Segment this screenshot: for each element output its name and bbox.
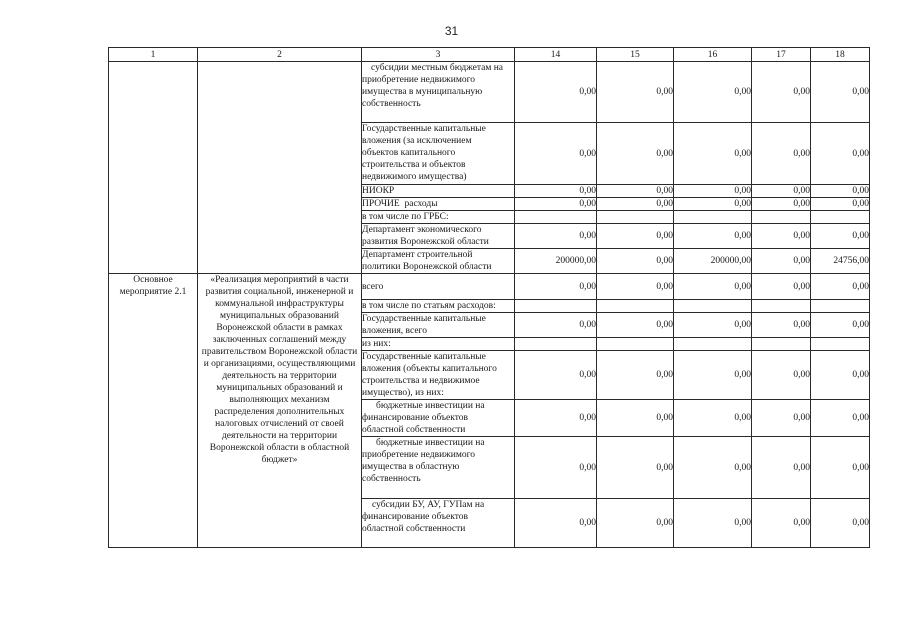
value-col-17: 0,00	[752, 249, 811, 274]
row-label: Государственные капитальные вложения (за исключением объектов капитального строительства и объектов недвижимого имущества)	[362, 123, 515, 185]
value-col-16: 0,00	[674, 185, 752, 198]
empty-cell	[515, 300, 597, 313]
value-col-18: 0,00	[811, 224, 870, 249]
value-col-17: 0,00	[752, 400, 811, 437]
value-col-16: 0,00	[674, 313, 752, 338]
row-label: Департамент строительной политики Воронежской области	[362, 249, 515, 274]
value-col-14: 0,00	[515, 351, 597, 400]
value-col-15: 0,00	[597, 224, 674, 249]
value-col-18: 0,00	[811, 400, 870, 437]
value-col-16: 0,00	[674, 437, 752, 499]
header-row	[109, 48, 870, 62]
row-label: бюджетные инвестиции на финансирование объектов областной собственности	[362, 400, 515, 437]
value-col-18: 0,00	[811, 123, 870, 185]
empty-cell	[597, 300, 674, 313]
empty-cell	[515, 338, 597, 351]
value-col-17: 0,00	[752, 62, 811, 123]
empty-cell	[811, 211, 870, 224]
row-label: Департамент экономического развития Воронежской области	[362, 224, 515, 249]
row-label: бюджетные инвестиции на приобретение недвижимого имущества в областную собственность	[362, 437, 515, 499]
value-col-18: 0,00	[811, 437, 870, 499]
empty-cell	[515, 211, 597, 224]
value-col-14: 0,00	[515, 400, 597, 437]
row-label: НИОКР	[362, 185, 515, 198]
value-col-18: 0,00	[811, 198, 870, 211]
value-col-16: 0,00	[674, 400, 752, 437]
header-col-3: 3	[362, 48, 515, 62]
value-col-17: 0,00	[752, 274, 811, 300]
empty-cell	[811, 300, 870, 313]
row-label: Государственные капитальные вложения (объекты капитального строительства и недвижимое имущество), из них:	[362, 351, 515, 400]
value-col-15: 0,00	[597, 437, 674, 499]
empty-cell	[597, 338, 674, 351]
value-col-15: 0,00	[597, 313, 674, 338]
value-col-14: 0,00	[515, 313, 597, 338]
header-col-2: 2	[198, 48, 362, 62]
empty-cell	[811, 338, 870, 351]
value-col-14: 200000,00	[515, 249, 597, 274]
value-col-14: 0,00	[515, 62, 597, 123]
value-col-17: 0,00	[752, 351, 811, 400]
page-number: 31	[444, 24, 459, 38]
main-event-name: «Реализация мероприятий в части развития социальной, инженерной и коммунальной инфраструктуры муниципальных образований Воронежской области в рамках заключенных соглашений между правительством Воронежской области и организациями, осуществляющими деятельность на территории муниципальных образований и выполняющих механизм распределения дополнительных налоговых отчислений от своей деятельности на территории Воронежской области в областной бюджет»	[198, 274, 362, 548]
empty-cell	[597, 211, 674, 224]
value-col-17: 0,00	[752, 123, 811, 185]
row-label: Государственные капитальные вложения, всего	[362, 313, 515, 338]
value-col-16: 0,00	[674, 499, 752, 548]
row-label: в том числе по статьям расходов:	[362, 300, 515, 313]
row-label: всего	[362, 274, 515, 300]
row-label: субсидии местным бюджетам на приобретение недвижимого имущества в муниципальную собственность	[362, 62, 515, 123]
budget-table	[108, 47, 870, 548]
value-col-17: 0,00	[752, 198, 811, 211]
value-col-14: 0,00	[515, 499, 597, 548]
value-col-15: 0,00	[597, 274, 674, 300]
row-label: в том числе по ГРБС:	[362, 211, 515, 224]
value-col-16: 200000,00	[674, 249, 752, 274]
value-col-18: 24756,00	[811, 249, 870, 274]
header-col-15: 15	[597, 48, 674, 62]
main-event-code: Основное мероприятие 2.1	[109, 274, 198, 548]
value-col-16: 0,00	[674, 123, 752, 185]
value-col-18: 0,00	[811, 185, 870, 198]
value-col-14: 0,00	[515, 274, 597, 300]
value-col-16: 0,00	[674, 198, 752, 211]
continued-cell-col-1	[109, 62, 198, 274]
header-col-17: 17	[752, 48, 811, 62]
value-col-18: 0,00	[811, 62, 870, 123]
value-col-16: 0,00	[674, 351, 752, 400]
value-col-16: 0,00	[674, 224, 752, 249]
table-row	[109, 274, 870, 300]
value-col-18: 0,00	[811, 351, 870, 400]
empty-cell	[674, 338, 752, 351]
empty-cell	[674, 300, 752, 313]
value-col-18: 0,00	[811, 274, 870, 300]
value-col-14: 0,00	[515, 198, 597, 211]
value-col-15: 0,00	[597, 62, 674, 123]
empty-cell	[674, 211, 752, 224]
value-col-17: 0,00	[752, 185, 811, 198]
empty-cell	[752, 300, 811, 313]
row-label: ПРОЧИЕ расходы	[362, 198, 515, 211]
value-col-15: 0,00	[597, 499, 674, 548]
continued-cell-col-2	[198, 62, 362, 274]
value-col-14: 0,00	[515, 437, 597, 499]
value-col-15: 0,00	[597, 198, 674, 211]
value-col-17: 0,00	[752, 499, 811, 548]
value-col-17: 0,00	[752, 437, 811, 499]
value-col-16: 0,00	[674, 274, 752, 300]
value-col-15: 0,00	[597, 185, 674, 198]
value-col-16: 0,00	[674, 62, 752, 123]
header-col-16: 16	[674, 48, 752, 62]
empty-cell	[752, 338, 811, 351]
value-col-14: 0,00	[515, 123, 597, 185]
header-col-14: 14	[515, 48, 597, 62]
header-col-18: 18	[811, 48, 870, 62]
empty-cell	[752, 211, 811, 224]
table-row	[109, 62, 870, 123]
value-col-15: 0,00	[597, 351, 674, 400]
value-col-17: 0,00	[752, 224, 811, 249]
value-col-15: 0,00	[597, 123, 674, 185]
row-label: субсидии БУ, АУ, ГУПам на финансирование объектов областной собственности	[362, 499, 515, 548]
value-col-14: 0,00	[515, 185, 597, 198]
value-col-15: 0,00	[597, 249, 674, 274]
value-col-18: 0,00	[811, 499, 870, 548]
value-col-18: 0,00	[811, 313, 870, 338]
header-col-1: 1	[109, 48, 198, 62]
value-col-14: 0,00	[515, 224, 597, 249]
row-label: из них:	[362, 338, 515, 351]
value-col-15: 0,00	[597, 400, 674, 437]
value-col-17: 0,00	[752, 313, 811, 338]
